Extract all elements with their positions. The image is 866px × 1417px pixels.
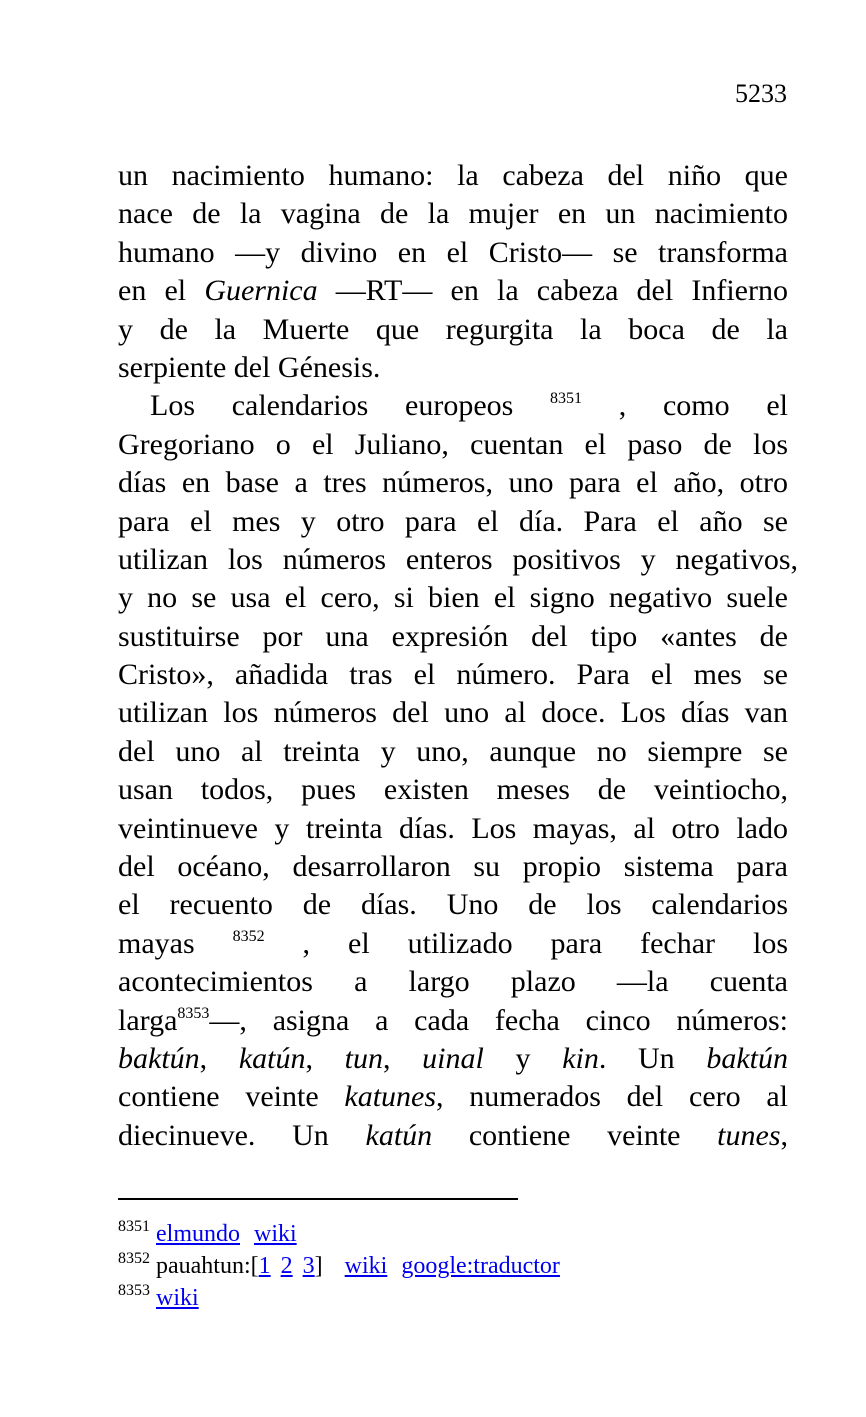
footnote-number: 8353 (118, 1282, 150, 1299)
footnote-link-google-traductor[interactable]: google:traductor (401, 1253, 560, 1279)
footnote-ref-8353[interactable]: 8353 (177, 1004, 210, 1022)
italic-term: katún (238, 1041, 306, 1075)
text-line: un nacimiento humano: la cabeza del niño que (118, 159, 788, 192)
text-run: mayas (118, 926, 233, 960)
italic-title-guernica: Guernica (204, 274, 318, 308)
italic-term: baktún (706, 1041, 789, 1075)
text-line (118, 387, 788, 425)
footnote-number: 8351 (118, 1218, 150, 1235)
text-line (118, 925, 788, 963)
footnote-ref-8351[interactable]: 8351 (550, 390, 583, 408)
italic-term: kin (562, 1041, 599, 1075)
text-line: para el mes y otro para el día. Para el año se (118, 504, 788, 538)
text-line: y no se usa el cero, si bien el signo negativo suele (118, 581, 788, 615)
footnote-link-elmundo[interactable]: elmundo (156, 1221, 240, 1247)
text-run: contiene veinte (432, 1118, 718, 1152)
footnote-ref-link-3[interactable]: 3 (302, 1253, 315, 1279)
text-run: , numerados del cero al (436, 1080, 789, 1114)
footnote-ref-8352[interactable]: 8352 (232, 927, 265, 945)
italic-term: uinal (422, 1041, 484, 1075)
text-run: . Un (598, 1041, 707, 1075)
text-run: y (483, 1041, 563, 1075)
text-run: Los calendarios europeos (150, 389, 551, 423)
text-line: del océano, desarrollaron su propio sistema para (118, 850, 788, 884)
text-line: nace de la vagina de la mujer en un nacimiento (118, 197, 788, 231)
italic-term: katún (365, 1118, 433, 1152)
footnote-8352 (118, 1250, 574, 1282)
text-line (118, 1078, 788, 1116)
text-line: el recuento de días. Uno de los calendarios (118, 888, 788, 922)
text-line: utilizan los números enteros positivos y negativos, (118, 542, 798, 576)
footnote-link-wiki[interactable]: wiki (156, 1285, 199, 1311)
footnotes (118, 1218, 574, 1314)
footnote-8353 (118, 1282, 574, 1314)
text-line: sustituirse por una expresión del tipo «antes de (118, 619, 788, 653)
text-line (118, 1040, 788, 1078)
text-line: usan todos, pues existen meses de veintiocho, (118, 773, 788, 807)
italic-term: tun (344, 1041, 383, 1075)
text-line: veintinueve y treinta días. Los mayas, al otro lado (118, 811, 788, 845)
footnote-link-wiki[interactable]: wiki (344, 1253, 388, 1279)
footnote-ref-link-2[interactable]: 2 (280, 1253, 293, 1279)
body-text (118, 157, 798, 1155)
text-run: —RT— en la cabeza del Infierno (317, 274, 788, 308)
footnote-suffix: ] (314, 1253, 323, 1279)
footnote-link-wiki[interactable]: wiki (254, 1221, 297, 1247)
text-line (118, 1117, 788, 1155)
italic-term: baktún (118, 1041, 200, 1075)
footnote-ref-link-1[interactable]: 1 (258, 1253, 271, 1279)
page-number: 5233 (735, 79, 787, 108)
text-run: , (780, 1118, 788, 1152)
text-run: larga (118, 1003, 178, 1037)
text-line: Cristo», añadida tras el número. Para el mes se (118, 658, 788, 692)
text-line: del uno al treinta y uno, aunque no siempre se (118, 734, 788, 768)
text-line: humano —y divino en el Cristo— se transforma (118, 235, 788, 269)
text-run: en el (118, 274, 205, 308)
text-line: días en base a tres números, uno para el año, otro (118, 466, 788, 500)
text-line: utilizan los números del uno al doce. Los días van (118, 696, 788, 730)
text-run: , el utilizado para fechar los (264, 926, 788, 960)
text-line: Gregoriano o el Juliano, cuentan el paso de los (118, 427, 788, 461)
text-line (118, 1002, 788, 1040)
text-run: , (199, 1041, 239, 1075)
text-line: serpiente del Génesis. (118, 350, 381, 384)
text-run: , (305, 1041, 345, 1075)
footnote-number: 8352 (118, 1250, 150, 1267)
text-run: , como el (582, 389, 788, 423)
footnote-prefix: pauahtun:[ (156, 1253, 259, 1279)
text-line: y de la Muerte que regurgita la boca de la (118, 312, 788, 346)
text-run: diecinueve. Un (118, 1118, 366, 1152)
text-line (118, 272, 788, 310)
text-run: , (383, 1041, 423, 1075)
text-run: —, asigna a cada fecha cinco números: (209, 1003, 788, 1037)
italic-term: katunes (344, 1080, 437, 1114)
text-line: acontecimientos a largo plazo —la cuenta (118, 965, 788, 999)
italic-term: tunes (717, 1118, 781, 1152)
footnote-divider (118, 1198, 518, 1200)
text-run: contiene veinte (118, 1080, 345, 1114)
footnote-8351 (118, 1218, 574, 1250)
